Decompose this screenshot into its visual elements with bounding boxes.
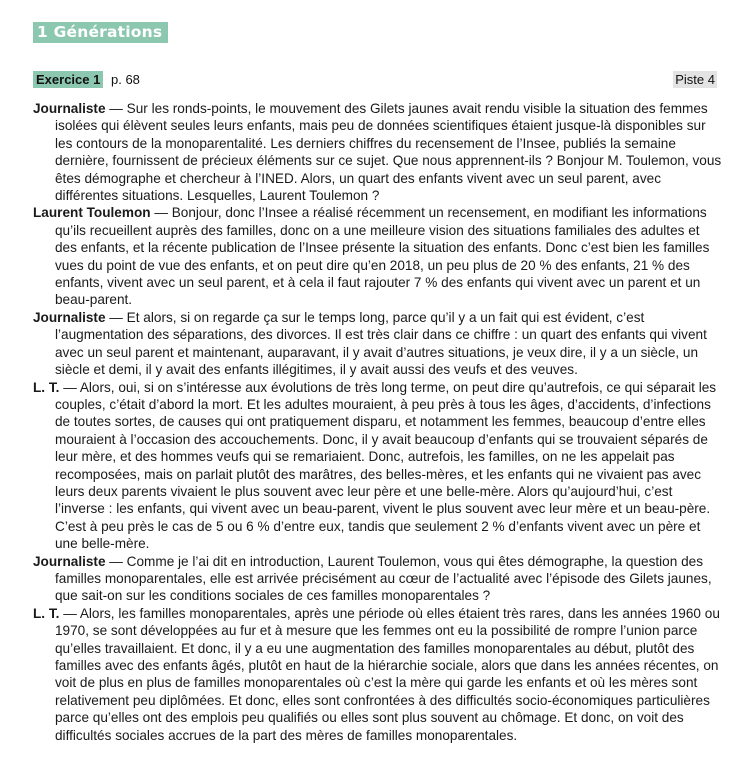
dialogue-text: — Bonjour, donc l’Insee a réalisé récemment un recensement, en modifiant les informations qu’ils recueillent auprès des familles, donc on a une meilleure vision des situations familiales des adultes et des enfants, et la récente publication de l’Insee présente la situation des enfants. Donc c’est bien les familles vues du point de vue des enfants, et on peut dire qu’en 2018, un peu plus de 20 % des enfants, 21 % des enfants, vivent avec un seul parent, et à cela il faut rajouter 7 % des enfants qui vivent avec un parent et un beau-parent. (55, 205, 710, 308)
exercise-label: Exercice 1 (33, 71, 103, 88)
dialogue-text: — Alors, les familles monoparentales, après une période où elles étaient très rares, dans les années 1960 ou 1970, se sont développées au fur et à mesure que les femmes ont eu la possibilité de rompre l’union parce qu’elles travaillaient. Et donc, il y a eu une augmentation des familles monoparentales au début, plutôt des familles avec des enfants âgés, plutôt en haut de la hiérarchie sociale, alors que dans les années récentes, on voit de plus en plus de familles monoparentales où c’est la mère qui garde les enfants et où les mères sont relativement peu diplômées. Et donc, elles sont confrontées à des difficultés socio-économiques particulières parce qu’elles ont des emplois peu qualifiés ou elles sont plus souvent au chômage. Et donc, on voit des difficultés sociales accrues de la part des mères de familles monoparentales. (55, 605, 720, 743)
page-reference: p. 68 (111, 72, 140, 87)
dialogue-turn (33, 379, 723, 553)
section-title: 1 Générations (33, 22, 168, 43)
audio-track-label: Piste 4 (675, 72, 715, 87)
speaker-name: L. T. (33, 379, 60, 395)
dialogue-text: — Et alors, si on regarde ça sur le temps long, parce qu’il y a un fait qui est évident, c’est l’augmentation des séparations, des divorces. Il est très clair dans ce chiffre : un quart des enfants qui vivent avec un seul parent et maintenant, auparavant, il y avait d’autres situations, je veux dire, il y a un siècle, un siècle et demi, il y avait des enfants illégitimes, il y avait aussi des veufs et des veuves. (55, 309, 707, 378)
dialogue-text: — Comme je l’ai dit en introduction, Laurent Toulemon, vous qui êtes démographe, la question des familles monoparentales, elle est arrivée précisément au cœur de l’actualité avec l’épisode des Gilets jaunes, que sait-on sur les conditions sociales de ces familles monoparentales ? (55, 553, 712, 604)
exercise-header (33, 71, 717, 88)
speaker-name: Laurent Toulemon (33, 205, 151, 221)
speaker-name: Journaliste (33, 101, 106, 116)
dialogue-text: — Alors, oui, si on s’intéresse aux évolutions de très long terme, on peut dire qu’autrefois, ce qui séparait les couples, c’était d’abord la mort. Et les adultes mouraient, à peu près à tous les âges, d’accidents, d’infections de toutes sortes, de causes qui ont pratiquement disparu, et notamment les femmes, beaucoup d’entre elles mouraient à l’occasion des accouchements. Donc, il y avait beaucoup d’enfants qui se trouvaient séparés de leur mère, et des hommes veufs qui se remariaient. Donc, autrefois, les familles, on ne les appelait pas recomposées, mais on parlait plutôt des marâtres, des belles-mères, et les enfants qui ne vivaient pas avec leurs deux parents vivaient le plus souvent avec leur père et une belle-mère. Alors qu’aujourd’hui, c’est l’inverse : les enfants, qui vivent avec un beau-parent, vivent le plus souvent avec leur mère et un beau-père. C’est à peu près le cas de 5 ou 6 % d’entre eux, tandis que seulement 2 % d’enfants vivent avec un père et une belle-mère. (55, 379, 717, 552)
dialogue-turn (33, 605, 723, 744)
dialogue-turn (33, 309, 723, 379)
speaker-name: L. T. (33, 605, 60, 621)
speaker-name: Journaliste (33, 553, 106, 569)
speaker-name: Journaliste (33, 309, 106, 325)
transcript (33, 100, 723, 744)
dialogue-turn (33, 553, 723, 605)
dialogue-turn (33, 100, 723, 204)
dialogue-text: — Sur les ronds-points, le mouvement des Gilets jaunes avait rendu visible la situation des femmes isolées qui élèvent seules leurs enfants, mais peu de données scientifiques étaient jusque-là disponibles sur les contours de la monoparentalité. Les derniers chiffres du recensement de l’Insee, publiés la semaine dernière, fournissent de précieux éléments sur ce sujet. Que nous apprennent-ils ? Bonjour M. Toulemon, vous êtes démographe et chercheur à l’INED. Alors, un quart des enfants vivent avec un seul parent, avec différentes situations. Lesquelles, Laurent Toulemon ? (55, 101, 722, 204)
dialogue-turn (33, 204, 723, 308)
